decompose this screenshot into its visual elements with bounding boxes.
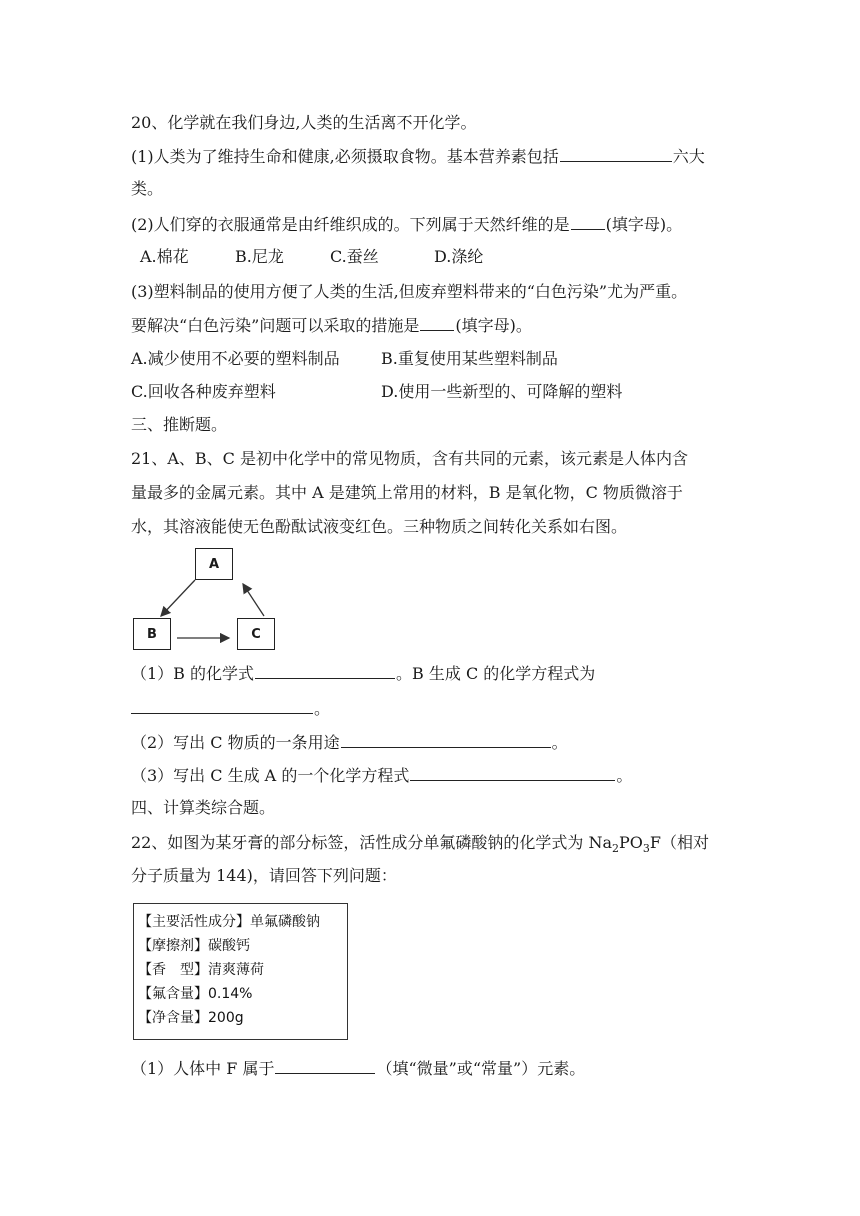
q22-line1 bbox=[131, 832, 709, 854]
answer-blank[interactable] bbox=[571, 213, 605, 230]
q22-sub1 bbox=[131, 1057, 585, 1080]
answer-blank[interactable] bbox=[275, 1057, 375, 1074]
node-c: C bbox=[237, 618, 275, 650]
option-d: D.涤纶 bbox=[434, 247, 484, 266]
q21-sub3-text: （3）写出 C 生成 A 的一个化学方程式 bbox=[131, 766, 410, 785]
q20-part3-suffix: (填字母)。 bbox=[455, 316, 532, 335]
q20-part1-cont: 类。 bbox=[131, 179, 164, 198]
q22-line2: 分子质量为 144)，请回答下列问题： bbox=[131, 866, 397, 885]
label-row bbox=[138, 910, 347, 934]
label-row bbox=[138, 934, 347, 958]
label-value: 单氟磷酸钠 bbox=[250, 914, 320, 930]
option-a: A.棉花 bbox=[140, 247, 189, 266]
label-value: 200g bbox=[208, 1010, 244, 1026]
q21-sub1-end: 。 bbox=[314, 699, 331, 718]
option-a: A.减少使用不必要的塑料制品 bbox=[131, 349, 340, 368]
answer-blank[interactable] bbox=[131, 697, 313, 714]
q21-sub1-cont bbox=[131, 697, 330, 720]
q21-sub2 bbox=[131, 731, 568, 754]
option-d: D.使用一些新型的、可降解的塑料 bbox=[381, 382, 623, 401]
arrow-c-to-a bbox=[243, 584, 264, 616]
q21-sub2-end: 。 bbox=[551, 733, 568, 752]
label-row bbox=[138, 958, 347, 982]
label-key: 【主要活性成分】 bbox=[138, 914, 250, 930]
q20-part2 bbox=[131, 213, 682, 236]
label-row bbox=[138, 1006, 347, 1030]
q21-sub3 bbox=[131, 764, 632, 787]
node-a: A bbox=[195, 548, 233, 580]
q20-part2-suffix: (填字母)。 bbox=[605, 215, 683, 234]
q21-sub3-end: 。 bbox=[616, 766, 633, 785]
section-heading: 三、推断题。 bbox=[131, 415, 228, 434]
label-value: 清爽薄荷 bbox=[208, 962, 264, 978]
label-row bbox=[138, 982, 347, 1006]
label-key: 【氟含量】 bbox=[138, 986, 208, 1002]
q21-line2: 量最多的金属元素。其中 A 是建筑上常用的材料，B 是氧化物，C 物质微溶于 bbox=[131, 483, 683, 502]
q22-sub1-text: （1）人体中 F 属于 bbox=[131, 1059, 275, 1078]
section-heading: 四、计算类综合题。 bbox=[131, 798, 276, 817]
q20-part3-line2 bbox=[131, 314, 532, 337]
answer-blank[interactable] bbox=[341, 731, 551, 748]
answer-blank[interactable] bbox=[410, 764, 615, 781]
label-key: 【摩擦剂】 bbox=[138, 938, 208, 954]
q21-line1: 21、A、B、C 是初中化学中的常见物质，含有共同的元素，该元素是人体内含 bbox=[131, 449, 689, 468]
answer-blank[interactable] bbox=[420, 314, 454, 331]
label-key: 【香 型】 bbox=[138, 962, 208, 978]
q20-part1-suffix: 六大 bbox=[672, 147, 705, 166]
q21-sub2-text: （2）写出 C 物质的一条用途 bbox=[131, 733, 340, 752]
label-key: 【净含量】 bbox=[138, 1010, 208, 1026]
subscript: 2 bbox=[612, 842, 619, 856]
toothpaste-label bbox=[133, 903, 348, 1040]
q21-line3: 水，其溶液能使无色酚酞试液变红色。三种物质之间转化关系如右图。 bbox=[131, 517, 628, 536]
formula-part: PO bbox=[619, 833, 643, 852]
answer-blank[interactable] bbox=[255, 662, 395, 679]
q22-line1-suffix: F（相对 bbox=[649, 833, 709, 852]
q20-part1-text: (1)人类为了维持生命和健康,必须摄取食物。基本营养素包括 bbox=[131, 147, 559, 166]
node-b: B bbox=[133, 618, 171, 650]
q21-sub1 bbox=[131, 662, 595, 685]
arrow-a-to-b bbox=[161, 580, 195, 616]
option-b: B.尼龙 bbox=[235, 247, 284, 266]
conversion-diagram bbox=[131, 546, 281, 654]
option-b: B.重复使用某些塑料制品 bbox=[381, 349, 558, 368]
q20-part2-text: (2)人们穿的衣服通常是由纤维织成的。下列属于天然纤维的是 bbox=[131, 215, 570, 234]
q22-line1-text: 22、如图为某牙膏的部分标签，活性成分单氟磷酸钠的化学式为 Na bbox=[131, 833, 612, 852]
option-c: C.蚕丝 bbox=[330, 247, 379, 266]
q22-sub1-suffix: （填“微量”或“常量”）元素。 bbox=[376, 1059, 586, 1078]
label-value: 0.14% bbox=[208, 986, 253, 1002]
q20-title: 20、化学就在我们身边,人类的生活离不开化学。 bbox=[131, 113, 477, 132]
q21-sub1-text: （1）B 的化学式 bbox=[131, 664, 255, 683]
option-c: C.回收各种废弃塑料 bbox=[131, 382, 276, 401]
q20-part1 bbox=[131, 145, 705, 168]
answer-blank[interactable] bbox=[560, 145, 672, 162]
label-value: 碳酸钙 bbox=[208, 938, 250, 954]
q21-sub1-suffix: 。B 生成 C 的化学方程式为 bbox=[396, 664, 596, 683]
q20-part3-text: 要解决“白色污染”问题可以采取的措施是 bbox=[131, 316, 420, 335]
q20-part3-line1: (3)塑料制品的使用方便了人类的生活,但废弃塑料带来的“白色污染”尤为严重。 bbox=[131, 282, 688, 301]
subscript: 3 bbox=[642, 842, 650, 856]
